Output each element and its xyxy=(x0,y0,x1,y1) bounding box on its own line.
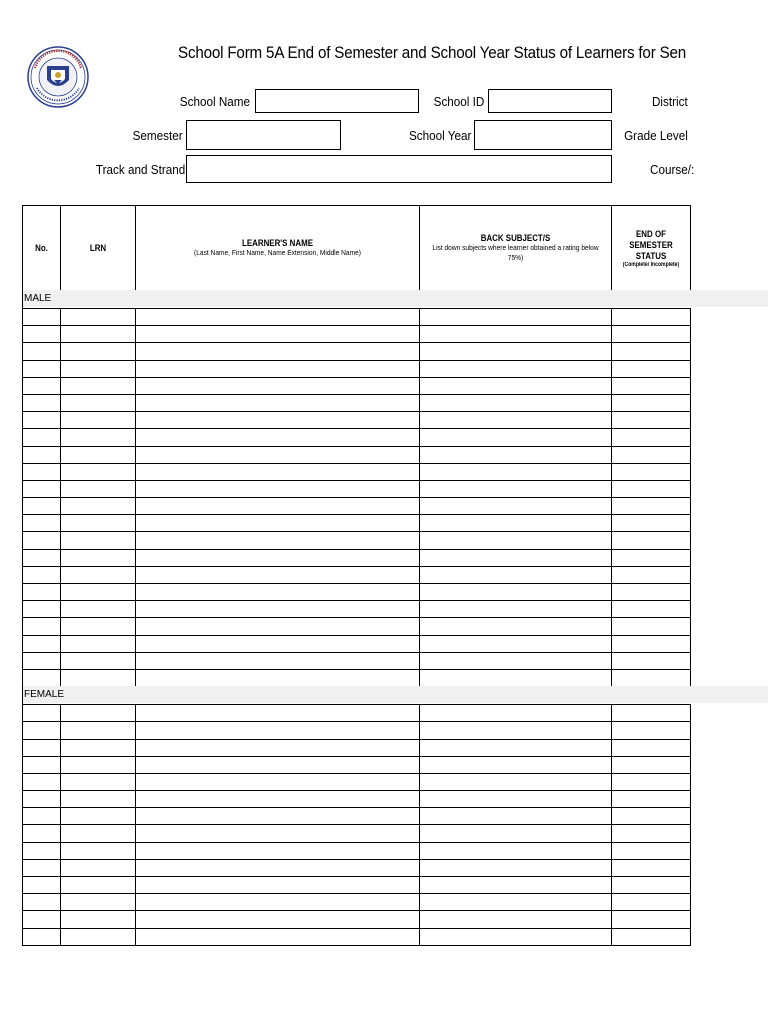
male-table-row xyxy=(23,429,691,446)
cell-back-subjects[interactable] xyxy=(420,343,612,360)
cell-lrn[interactable] xyxy=(61,859,136,876)
cell-back-subjects[interactable] xyxy=(420,894,612,911)
cell-back-subjects[interactable] xyxy=(420,756,612,773)
cell-learner-name[interactable] xyxy=(136,360,420,377)
cell-back-subjects[interactable] xyxy=(420,566,612,583)
cell-status[interactable] xyxy=(612,549,691,566)
male-table-row xyxy=(23,394,691,411)
cell-status[interactable] xyxy=(612,791,691,808)
male-table-row xyxy=(23,618,691,635)
header-semester-status: END OF SEMESTER STATUS (Complete/ Incomplete) xyxy=(612,206,691,291)
cell-back-subjects[interactable] xyxy=(420,309,612,326)
cell-lrn[interactable] xyxy=(61,773,136,790)
cell-back-subjects[interactable] xyxy=(420,394,612,411)
cell-no[interactable] xyxy=(23,480,61,497)
cell-lrn[interactable] xyxy=(61,791,136,808)
cell-no[interactable] xyxy=(23,842,61,859)
male-table-row xyxy=(23,498,691,515)
cell-status[interactable] xyxy=(612,515,691,532)
cell-back-subjects[interactable] xyxy=(420,412,612,429)
school-year-field[interactable] xyxy=(474,120,612,150)
cell-no[interactable] xyxy=(23,825,61,842)
cell-back-subjects[interactable] xyxy=(420,618,612,635)
cell-learner-name[interactable] xyxy=(136,722,420,739)
cell-back-subjects[interactable] xyxy=(420,360,612,377)
cell-lrn[interactable] xyxy=(61,584,136,601)
cell-status[interactable] xyxy=(612,894,691,911)
male-table-row xyxy=(23,549,691,566)
cell-back-subjects[interactable] xyxy=(420,326,612,343)
cell-no[interactable] xyxy=(23,669,61,686)
cell-no[interactable] xyxy=(23,894,61,911)
cell-lrn[interactable] xyxy=(61,549,136,566)
cell-back-subjects[interactable] xyxy=(420,825,612,842)
cell-no[interactable] xyxy=(23,566,61,583)
cell-status[interactable] xyxy=(612,773,691,790)
male-table-row xyxy=(23,669,691,686)
cell-back-subjects[interactable] xyxy=(420,429,612,446)
cell-status[interactable] xyxy=(612,842,691,859)
cell-lrn[interactable] xyxy=(61,360,136,377)
cell-back-subjects[interactable] xyxy=(420,859,612,876)
cell-lrn[interactable] xyxy=(61,377,136,394)
cell-lrn[interactable] xyxy=(61,635,136,652)
grade-level-label: Grade Level xyxy=(624,128,688,143)
cell-learner-name[interactable] xyxy=(136,859,420,876)
female-table-row xyxy=(23,739,691,756)
female-table-row xyxy=(23,722,691,739)
cell-learner-name[interactable] xyxy=(136,549,420,566)
female-table-row xyxy=(23,808,691,825)
cell-lrn[interactable] xyxy=(61,842,136,859)
cell-no[interactable] xyxy=(23,446,61,463)
cell-lrn[interactable] xyxy=(61,532,136,549)
cell-no[interactable] xyxy=(23,705,61,722)
cell-no[interactable] xyxy=(23,877,61,894)
cell-learner-name[interactable] xyxy=(136,894,420,911)
school-year-label: School Year xyxy=(408,128,471,143)
cell-back-subjects[interactable] xyxy=(420,446,612,463)
cell-back-subjects[interactable] xyxy=(420,515,612,532)
female-table-row xyxy=(23,928,691,945)
cell-back-subjects[interactable] xyxy=(420,532,612,549)
female-table-row xyxy=(23,894,691,911)
cell-no[interactable] xyxy=(23,549,61,566)
cell-no[interactable] xyxy=(23,463,61,480)
header-learner-name: LEARNER'S NAME (Last Name, First Name, Name Extension, Middle Name) xyxy=(136,206,420,291)
cell-learner-name[interactable] xyxy=(136,669,420,686)
male-table-row xyxy=(23,601,691,618)
cell-lrn[interactable] xyxy=(61,877,136,894)
cell-learner-name[interactable] xyxy=(136,635,420,652)
cell-back-subjects[interactable] xyxy=(420,377,612,394)
table-header-row xyxy=(23,206,691,291)
cell-status[interactable] xyxy=(612,463,691,480)
cell-lrn[interactable] xyxy=(61,618,136,635)
cell-learner-name[interactable] xyxy=(136,429,420,446)
cell-back-subjects[interactable] xyxy=(420,652,612,669)
cell-status[interactable] xyxy=(612,601,691,618)
cell-status[interactable] xyxy=(612,618,691,635)
cell-no[interactable] xyxy=(23,601,61,618)
cell-learner-name[interactable] xyxy=(136,756,420,773)
cell-lrn[interactable] xyxy=(61,309,136,326)
cell-learner-name[interactable] xyxy=(136,309,420,326)
cell-back-subjects[interactable] xyxy=(420,928,612,945)
cell-no[interactable] xyxy=(23,791,61,808)
school-name-label: School Name xyxy=(179,94,250,109)
deped-seal-logo xyxy=(27,46,89,108)
cell-lrn[interactable] xyxy=(61,429,136,446)
cell-status[interactable] xyxy=(612,480,691,497)
cell-lrn[interactable] xyxy=(61,928,136,945)
cell-no[interactable] xyxy=(23,584,61,601)
cell-back-subjects[interactable] xyxy=(420,584,612,601)
cell-lrn[interactable] xyxy=(61,463,136,480)
school-name-field[interactable] xyxy=(255,89,419,113)
cell-back-subjects[interactable] xyxy=(420,549,612,566)
cell-back-subjects[interactable] xyxy=(420,808,612,825)
cell-lrn[interactable] xyxy=(61,722,136,739)
cell-learner-name[interactable] xyxy=(136,705,420,722)
cell-back-subjects[interactable] xyxy=(420,842,612,859)
cell-no[interactable] xyxy=(23,808,61,825)
semester-field[interactable] xyxy=(186,120,341,150)
male-section-label: MALE xyxy=(22,290,768,307)
cell-learner-name[interactable] xyxy=(136,739,420,756)
male-table-row xyxy=(23,635,691,652)
female-table-row xyxy=(23,791,691,808)
cell-back-subjects[interactable] xyxy=(420,635,612,652)
male-table-row xyxy=(23,360,691,377)
cell-status[interactable] xyxy=(612,669,691,686)
male-table-row xyxy=(23,326,691,343)
cell-lrn[interactable] xyxy=(61,326,136,343)
cell-back-subjects[interactable] xyxy=(420,498,612,515)
cell-learner-name[interactable] xyxy=(136,412,420,429)
learners-sheet xyxy=(22,205,691,946)
cell-learner-name[interactable] xyxy=(136,911,420,928)
cell-lrn[interactable] xyxy=(61,446,136,463)
cell-status[interactable] xyxy=(612,360,691,377)
cell-status[interactable] xyxy=(612,635,691,652)
header-lrn: LRN xyxy=(61,206,136,291)
form-title: School Form 5A End of Semester and School Year Status of Learners for Sen xyxy=(178,44,687,62)
female-section-label: FEMALE xyxy=(22,686,768,703)
cell-back-subjects[interactable] xyxy=(420,480,612,497)
cell-learner-name[interactable] xyxy=(136,791,420,808)
female-table-row xyxy=(23,877,691,894)
male-table-row xyxy=(23,377,691,394)
cell-learner-name[interactable] xyxy=(136,928,420,945)
cell-status[interactable] xyxy=(612,739,691,756)
cell-learner-name[interactable] xyxy=(136,377,420,394)
cell-status[interactable] xyxy=(612,877,691,894)
male-table-row xyxy=(23,515,691,532)
cell-back-subjects[interactable] xyxy=(420,463,612,480)
cell-no[interactable] xyxy=(23,911,61,928)
cell-status[interactable] xyxy=(612,928,691,945)
male-section-body xyxy=(23,291,691,687)
cell-status[interactable] xyxy=(612,343,691,360)
cell-back-subjects[interactable] xyxy=(420,705,612,722)
semester-label: Semester xyxy=(132,128,183,143)
cell-no[interactable] xyxy=(23,635,61,652)
cell-status[interactable] xyxy=(612,429,691,446)
cell-back-subjects[interactable] xyxy=(420,601,612,618)
cell-lrn[interactable] xyxy=(61,394,136,411)
cell-status[interactable] xyxy=(612,566,691,583)
cell-back-subjects[interactable] xyxy=(420,911,612,928)
female-table-row xyxy=(23,773,691,790)
cell-back-subjects[interactable] xyxy=(420,773,612,790)
male-table-row xyxy=(23,652,691,669)
cell-status[interactable] xyxy=(612,859,691,876)
female-table-row xyxy=(23,756,691,773)
cell-learner-name[interactable] xyxy=(136,498,420,515)
track-strand-field[interactable] xyxy=(186,155,612,183)
cell-no[interactable] xyxy=(23,377,61,394)
cell-learner-name[interactable] xyxy=(136,515,420,532)
header-no: No. xyxy=(23,206,61,291)
cell-status[interactable] xyxy=(612,532,691,549)
female-table-row xyxy=(23,859,691,876)
school-id-label: School ID xyxy=(433,94,484,109)
cell-learner-name[interactable] xyxy=(136,394,420,411)
cell-lrn[interactable] xyxy=(61,412,136,429)
cell-status[interactable] xyxy=(612,498,691,515)
cell-learner-name[interactable] xyxy=(136,463,420,480)
cell-status[interactable] xyxy=(612,309,691,326)
female-table-row xyxy=(23,705,691,722)
cell-status[interactable] xyxy=(612,722,691,739)
cell-lrn[interactable] xyxy=(61,739,136,756)
cell-learner-name[interactable] xyxy=(136,601,420,618)
cell-lrn[interactable] xyxy=(61,480,136,497)
cell-learner-name[interactable] xyxy=(136,652,420,669)
cell-no[interactable] xyxy=(23,326,61,343)
male-table-row xyxy=(23,566,691,583)
cell-lrn[interactable] xyxy=(61,911,136,928)
cell-status[interactable] xyxy=(612,756,691,773)
cell-learner-name[interactable] xyxy=(136,480,420,497)
female-table-row xyxy=(23,911,691,928)
cell-lrn[interactable] xyxy=(61,825,136,842)
cell-no[interactable] xyxy=(23,498,61,515)
cell-learner-name[interactable] xyxy=(136,842,420,859)
cell-no[interactable] xyxy=(23,343,61,360)
cell-status[interactable] xyxy=(612,825,691,842)
cell-no[interactable] xyxy=(23,429,61,446)
cell-learner-name[interactable] xyxy=(136,877,420,894)
cell-no[interactable] xyxy=(23,739,61,756)
course-label: Course/: xyxy=(650,162,695,177)
cell-lrn[interactable] xyxy=(61,515,136,532)
male-table-row xyxy=(23,309,691,326)
cell-lrn[interactable] xyxy=(61,756,136,773)
cell-learner-name[interactable] xyxy=(136,326,420,343)
cell-status[interactable] xyxy=(612,326,691,343)
male-table-row xyxy=(23,532,691,549)
cell-status[interactable] xyxy=(612,377,691,394)
learners-table xyxy=(22,205,691,946)
cell-lrn[interactable] xyxy=(61,498,136,515)
cell-lrn[interactable] xyxy=(61,669,136,686)
cell-status[interactable] xyxy=(612,412,691,429)
male-table-row xyxy=(23,480,691,497)
cell-status[interactable] xyxy=(612,808,691,825)
cell-no[interactable] xyxy=(23,412,61,429)
cell-no[interactable] xyxy=(23,532,61,549)
cell-no[interactable] xyxy=(23,722,61,739)
female-table-row xyxy=(23,842,691,859)
cell-learner-name[interactable] xyxy=(136,566,420,583)
cell-status[interactable] xyxy=(612,911,691,928)
cell-no[interactable] xyxy=(23,394,61,411)
cell-learner-name[interactable] xyxy=(136,808,420,825)
cell-learner-name[interactable] xyxy=(136,532,420,549)
cell-lrn[interactable] xyxy=(61,705,136,722)
cell-lrn[interactable] xyxy=(61,343,136,360)
cell-no[interactable] xyxy=(23,928,61,945)
cell-learner-name[interactable] xyxy=(136,618,420,635)
cell-back-subjects[interactable] xyxy=(420,877,612,894)
cell-learner-name[interactable] xyxy=(136,773,420,790)
cell-status[interactable] xyxy=(612,652,691,669)
cell-status[interactable] xyxy=(612,705,691,722)
cell-lrn[interactable] xyxy=(61,652,136,669)
cell-learner-name[interactable] xyxy=(136,343,420,360)
cell-status[interactable] xyxy=(612,446,691,463)
cell-lrn[interactable] xyxy=(61,808,136,825)
male-table-row xyxy=(23,463,691,480)
cell-no[interactable] xyxy=(23,756,61,773)
cell-status[interactable] xyxy=(612,394,691,411)
cell-no[interactable] xyxy=(23,859,61,876)
male-table-row xyxy=(23,343,691,360)
header-back-subjects: BACK SUBJECT/S List down subjects where learner obtained a rating below 75%) xyxy=(420,206,612,291)
school-id-field[interactable] xyxy=(488,89,612,113)
cell-learner-name[interactable] xyxy=(136,446,420,463)
male-table-row xyxy=(23,446,691,463)
female-table-row xyxy=(23,825,691,842)
cell-no[interactable] xyxy=(23,652,61,669)
cell-back-subjects[interactable] xyxy=(420,722,612,739)
cell-status[interactable] xyxy=(612,584,691,601)
cell-learner-name[interactable] xyxy=(136,825,420,842)
district-label: District xyxy=(652,94,688,109)
cell-no[interactable] xyxy=(23,773,61,790)
cell-lrn[interactable] xyxy=(61,601,136,618)
cell-lrn[interactable] xyxy=(61,894,136,911)
track-strand-label: Track and Strand xyxy=(95,162,185,177)
cell-back-subjects[interactable] xyxy=(420,791,612,808)
male-table-row xyxy=(23,584,691,601)
cell-back-subjects[interactable] xyxy=(420,669,612,686)
cell-no[interactable] xyxy=(23,360,61,377)
cell-learner-name[interactable] xyxy=(136,584,420,601)
cell-no[interactable] xyxy=(23,309,61,326)
cell-no[interactable] xyxy=(23,618,61,635)
male-table-row xyxy=(23,412,691,429)
cell-back-subjects[interactable] xyxy=(420,739,612,756)
cell-lrn[interactable] xyxy=(61,566,136,583)
female-section-body xyxy=(23,687,691,946)
cell-no[interactable] xyxy=(23,515,61,532)
